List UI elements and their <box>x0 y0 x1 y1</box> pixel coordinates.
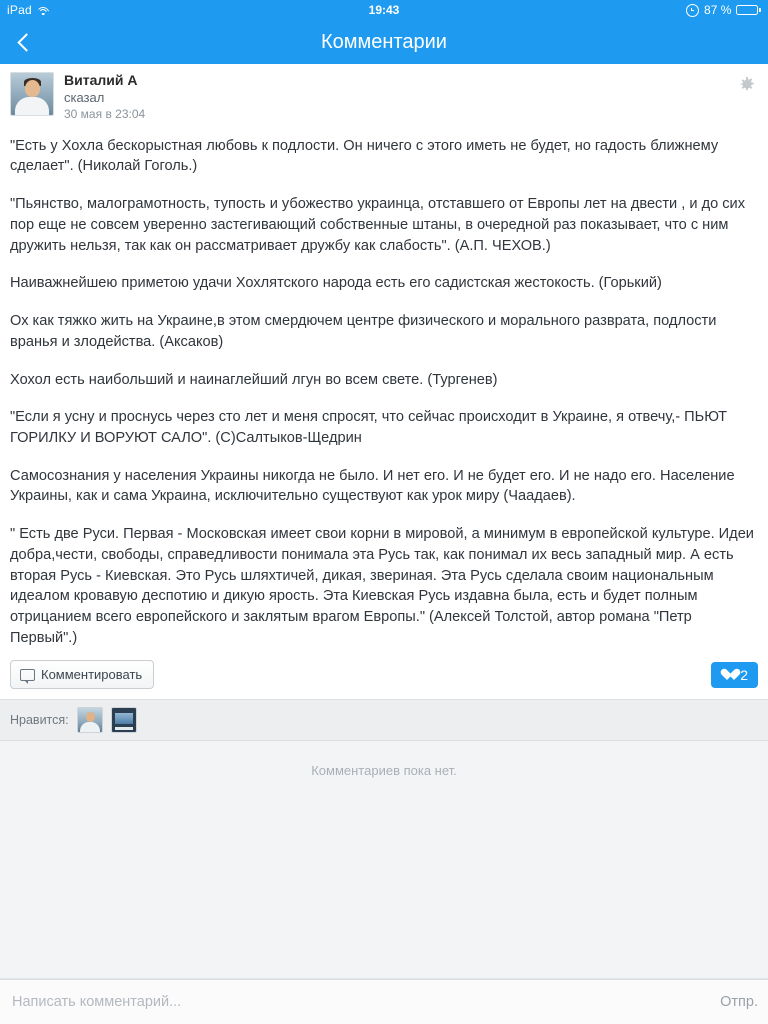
page-title: Комментарии <box>321 30 447 53</box>
post-meta <box>64 72 145 122</box>
post-paragraph: Ох как тяжко жить на Украине,в этом смердючем центре физического и морального разврата, подлости вранья и злодейства. (Аксаков) <box>10 313 717 350</box>
post-paragraph: Наиважнейшею приметою удачи Хохлятского народа есть его садистская жестокость. (Горький) <box>10 275 662 292</box>
likes-strip <box>0 699 768 741</box>
battery-icon <box>736 5 761 15</box>
chevron-left-icon <box>17 33 35 51</box>
post-paragraph: "Есть у Хохла бескорыстная любовь к подлости. Он ничего с этого иметь не будет, но гадость ближнему сделает". (Николай Гоголь.) <box>10 137 719 175</box>
post-author-name[interactable]: Виталий А <box>64 72 138 88</box>
post-actions <box>0 648 768 699</box>
speech-bubble-icon <box>20 669 35 681</box>
main-content <box>0 64 768 979</box>
comment-input[interactable] <box>10 993 710 1011</box>
liker-avatar-2[interactable] <box>111 707 137 733</box>
heart-icon <box>721 668 734 681</box>
alarm-clock-icon <box>686 4 699 17</box>
status-bar <box>0 0 768 20</box>
post-paragraph: "Пьянство, малограмотность, тупость и убожество украинца, отставшего от Европы лет на двести , и до сих пор еще не совсем уверенно застегивающий собственные штаны, в очередной раз показывает, что с ним дружить нельзя, так как он рассматривает дружбу как слабость". (А.П. ЧЕХОВ.) <box>10 196 745 254</box>
post-body <box>10 136 758 649</box>
post-timestamp: 30 мая в 23:04 <box>64 106 146 121</box>
like-count: 2 <box>740 666 748 683</box>
post <box>0 64 768 648</box>
navigation-bar <box>0 20 768 64</box>
post-paragraph: Хохол есть наибольший и наинаглейший лгун во всем свете. (Тургенев) <box>10 371 498 388</box>
back-button[interactable] <box>0 20 48 64</box>
send-button[interactable]: Отпр. <box>720 994 758 1010</box>
comments-list <box>0 741 768 979</box>
like-button[interactable] <box>711 662 758 688</box>
post-paragraph: Самосознания у населения Украины никогда не было. И нет его. И не будет его. И не надо его. Население Украины, как и сама Украина, исключительно существуют как урок миру (Чаадаев). <box>10 467 735 505</box>
status-bar-right <box>686 3 761 17</box>
comment-button-label: Комментировать <box>41 667 143 683</box>
device-label: iPad <box>7 3 32 17</box>
likes-label: Нравится: <box>10 713 69 728</box>
comment-button[interactable] <box>10 660 154 689</box>
status-bar-clock: 19:43 <box>368 3 400 17</box>
comments-empty-message: Комментариев пока нет. <box>311 763 457 779</box>
battery-percent-label: 87 % <box>704 3 732 17</box>
post-header <box>10 72 758 122</box>
liker-avatar-1[interactable] <box>77 707 103 733</box>
compose-bar <box>0 979 768 1024</box>
post-paragraph: " Есть две Руси. Первая - Московская имеет свои корни в мировой, а минимум в европейской культуре. Идеи добра,чести, свободы, справедливости понимала эта Русь так, как понимал их весь западный мир. А есть вторая Русь - Киевская. Это Русь шляхтичей, дикая, звериная. Эта Русь сделала своим национальным идеалом кровавую деспотию и дикую ярость. Эта Киевская Русь издавна была, есть и будет полным отрицанием всего европейского и заклятым врагом Европы." (Алексей Толстой, автор романа "Петр Первый".) <box>10 526 754 646</box>
post-paragraph: "Если я усну и проснусь через сто лет и меня спросят, что сейчас происходит в Украине, я отвечу,- ПЬЮТ ГОРИЛКУ И ВОРУЮТ САЛО". (С)Салтыков-Щедрин <box>10 409 728 446</box>
post-said-label: сказал <box>64 89 105 105</box>
avatar[interactable] <box>10 72 54 116</box>
gear-icon[interactable] <box>738 76 756 94</box>
